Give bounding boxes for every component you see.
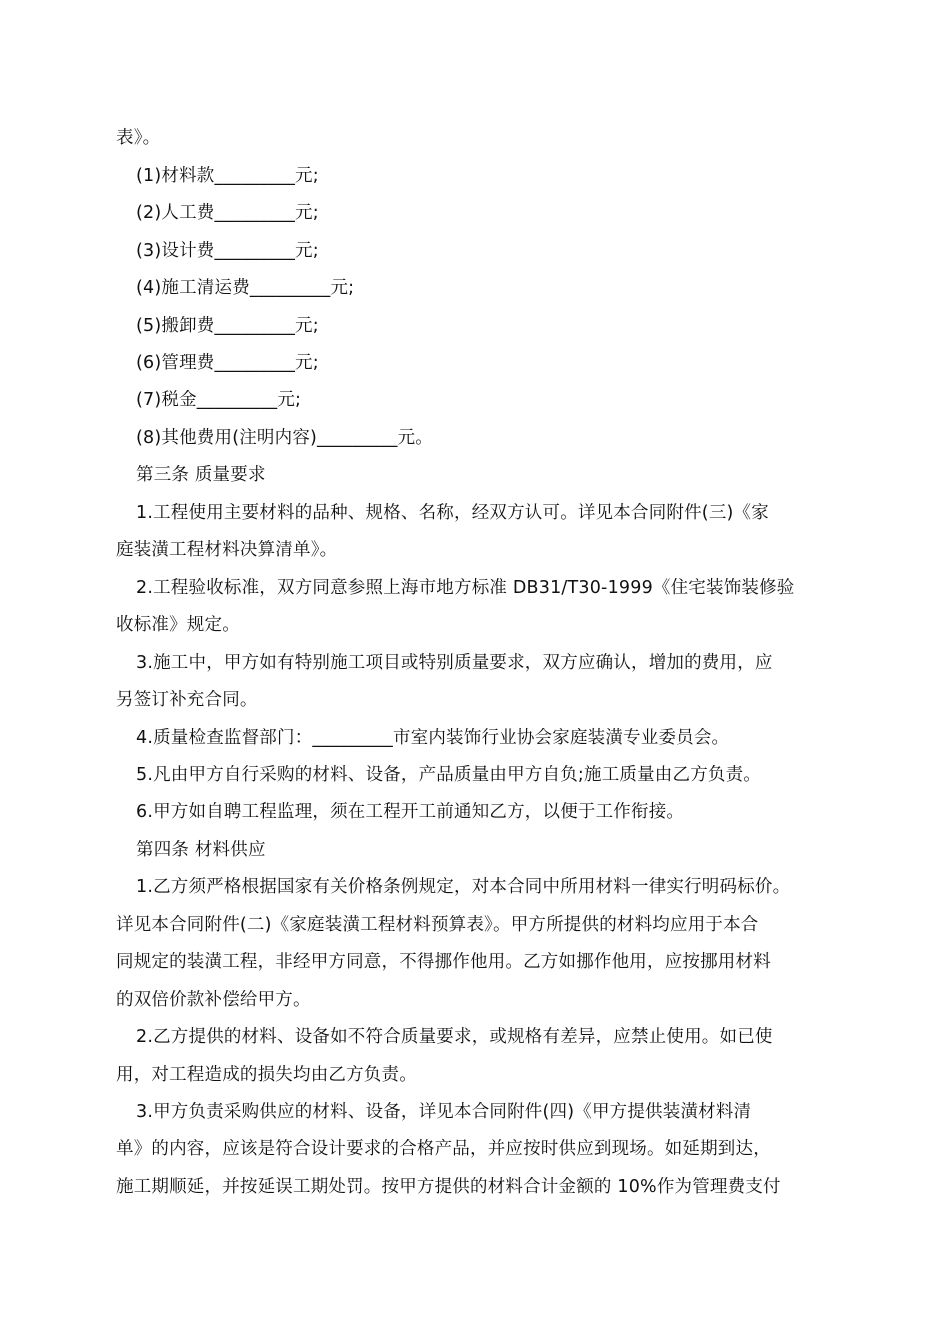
section-heading: 第四条 材料供应: [136, 840, 266, 860]
clause-line: 1.乙方须严格根据国家有关价格条例规定，对本合同中所用材料一律实行明码标价。: [136, 877, 791, 897]
fee-item-cleanup: (4)施工清运费_________元;: [136, 278, 355, 298]
clause-line: 2.工程验收标准，双方同意参照上海市地方标准 DB31/T30-1999《住宅装饰装修验: [136, 578, 795, 598]
fee-item-management: (6)管理费_________元;: [136, 353, 319, 373]
clause-line: 3.甲方负责采购供应的材料、设备，详见本合同附件(四)《甲方提供装潢材料清: [136, 1102, 752, 1122]
clause-line: 4.质量检查监督部门：_________市室内装饰行业协会家庭装潢专业委员会。: [136, 728, 730, 748]
clause-line: 详见本合同附件(二)《家庭装潢工程材料预算表》。甲方所提供的材料均应用于本合: [116, 915, 759, 935]
fee-item-handling: (5)搬卸费_________元;: [136, 316, 319, 336]
clause-line: 1.工程使用主要材料的品种、规格、名称，经双方认可。详见本合同附件(三)《家: [136, 503, 769, 523]
clause-line: 的双倍价款补偿给甲方。: [116, 990, 311, 1010]
clause-line: 6.甲方如自聘工程监理，须在工程开工前通知乙方，以便于工作衔接。: [136, 802, 685, 822]
fee-item-design: (3)设计费_________元;: [136, 241, 319, 261]
fee-item-other: (8)其他费用(注明内容)_________元。: [136, 428, 433, 448]
clause-line: 3.施工中，甲方如有特别施工项目或特别质量要求，双方应确认，增加的费用，应: [136, 653, 773, 673]
clause-line: 单》的内容，应该是符合设计要求的合格产品，并应按时供应到现场。如延期到达，: [116, 1139, 771, 1159]
fee-item-labor: (2)人工费_________元;: [136, 203, 319, 223]
fee-item-tax: (7)税金_________元;: [136, 390, 302, 410]
clause-line: 另签订补充合同。: [116, 690, 258, 710]
text-line: 表》。: [116, 128, 161, 148]
clause-line: 2.乙方提供的材料、设备如不符合质量要求，或规格有差异，应禁止使用。如已使: [136, 1027, 773, 1047]
clause-line: 同规定的装潢工程，非经甲方同意，不得挪作他用。乙方如挪作他用，应按挪用材料: [116, 952, 771, 972]
clause-line: 5.凡由甲方自行采购的材料、设备，产品质量由甲方自负;施工质量由乙方负责。: [136, 765, 761, 785]
clause-line: 用，对工程造成的损失均由乙方负责。: [116, 1065, 417, 1085]
clause-line: 收标准》规定。: [116, 615, 240, 635]
section-heading: 第三条 质量要求: [136, 465, 266, 485]
clause-line: 施工期顺延，并按延误工期处罚。按甲方提供的材料合计金额的 10%作为管理费支付: [116, 1177, 781, 1197]
clause-line: 庭装潢工程材料决算清单》。: [116, 540, 338, 560]
fee-item-materials: (1)材料款_________元;: [136, 166, 319, 186]
